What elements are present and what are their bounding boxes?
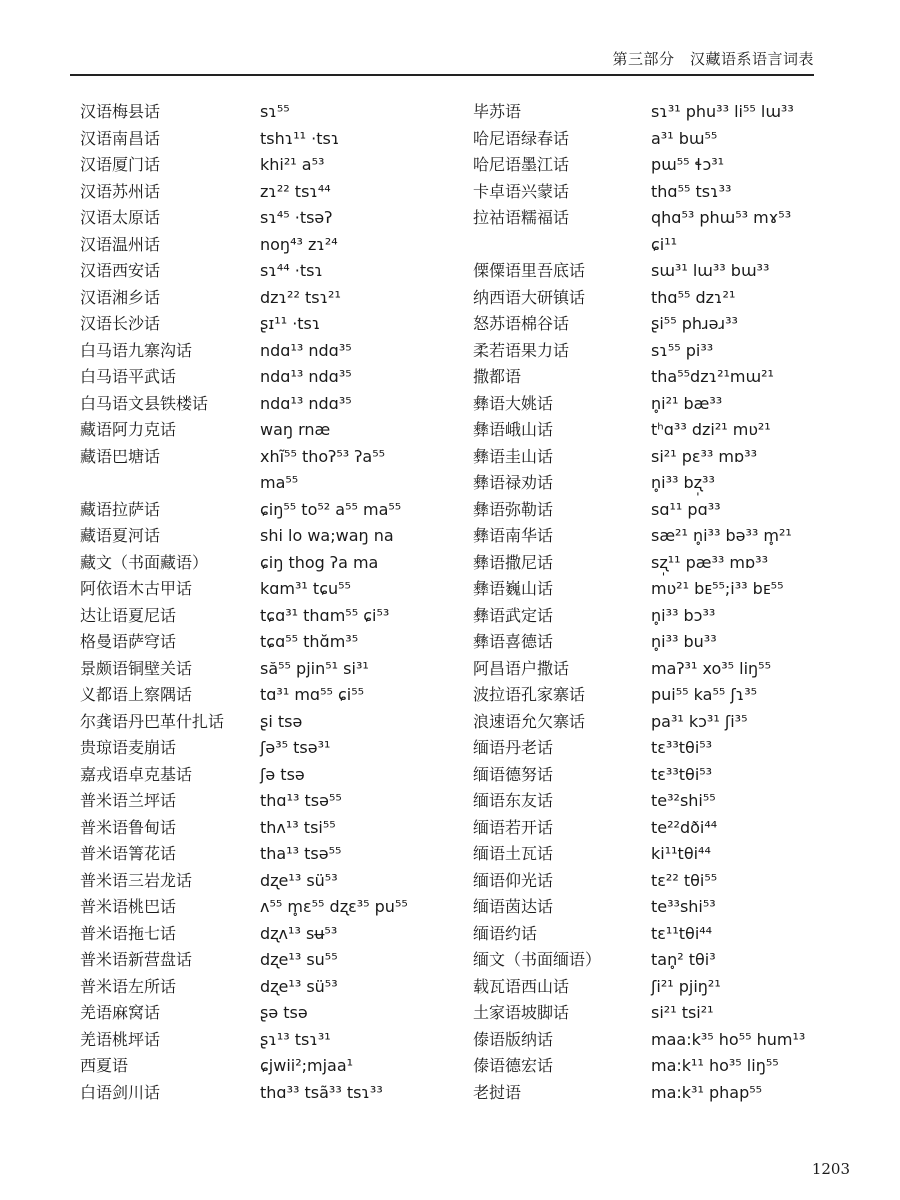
language-name: 嘉戎语卓克基话 — [80, 764, 193, 784]
language-name: 汉语太原话 — [80, 208, 161, 227]
word-form: mʋ²¹ bᴇ⁵⁵;i³³ bᴇ⁵⁵ — [651, 579, 784, 598]
word-form: pa³¹ kɔ³¹ ʃi³⁵ — [651, 711, 748, 731]
language-name: 缅语约话 — [473, 923, 538, 943]
word-form: thɑ⁵⁵ dzɿ²¹ — [651, 287, 736, 307]
word-form: thɑ¹³ tsə⁵⁵ — [260, 791, 342, 810]
language-name: 藏语拉萨话 — [80, 499, 161, 519]
language-name: 老挝语 — [473, 1082, 522, 1102]
word-form: dzɿ²² tsɿ²¹ — [260, 287, 341, 307]
word-form: ki¹¹tθi⁴⁴ — [651, 844, 711, 863]
word-form: să⁵⁵ pjin⁵¹ si³¹ — [260, 658, 369, 678]
language-name: 汉语温州话 — [80, 234, 161, 254]
language-name: 缅语若开话 — [473, 817, 554, 837]
language-name: 藏文（书面藏语） — [80, 552, 209, 572]
word-form: khi²¹ a⁵³ — [260, 155, 325, 174]
language-name: 波拉语孔家寨话 — [473, 685, 586, 704]
language-name: 白马语文县铁楼话 — [80, 393, 209, 413]
language-name: 缅文（书面缅语） — [473, 950, 602, 969]
word-form: ʃə tsə — [260, 764, 305, 784]
language-name: 缅语德努话 — [473, 764, 554, 784]
word-form: ɕjwii²;mjaa¹ — [260, 1056, 354, 1075]
word-form: n̥i³³ bɔ³³ — [651, 605, 716, 625]
word-form: si²¹ pɛ³³ mɒ³³ — [651, 446, 757, 466]
language-name: 彝语喜德话 — [473, 632, 554, 651]
language-name: 彝语武定话 — [473, 605, 554, 625]
language-name: 彝语圭山话 — [473, 446, 554, 466]
language-name: 普米语新营盘话 — [80, 950, 193, 969]
language-name: 彝语巍山话 — [473, 579, 554, 598]
word-form: ɕi¹¹ — [651, 234, 678, 254]
word-form: maʔ³¹ xo³⁵ liŋ⁵⁵ — [651, 658, 772, 678]
word-form: dʐe¹³ su⁵⁵ — [260, 950, 338, 969]
word-form: dʐʌ¹³ sʉ⁵³ — [260, 923, 338, 943]
word-form: ʂi tsə — [260, 711, 303, 731]
language-name: 汉语梅县话 — [80, 102, 161, 121]
language-name: 彝语撒尼话 — [473, 552, 554, 572]
word-form: sʐ̩¹¹ pæ³³ mɒ³³ — [651, 552, 768, 572]
language-name: 白语剑川话 — [80, 1082, 161, 1102]
header-title: 第三部分 汉藏语系语言词表 — [612, 50, 814, 68]
word-form: sɿ⁴⁵ ·tsəʔ — [260, 208, 333, 227]
word-form: qhɑ⁵³ phɯ⁵³ mɤ⁵³ — [651, 208, 792, 227]
language-name: 缅语土瓦话 — [473, 844, 554, 863]
word-form: sɯ³¹ lɯ³³ bɯ³³ — [651, 261, 770, 280]
word-form: tɕɑ³¹ thɑm⁵⁵ ɕi⁵³ — [260, 605, 390, 625]
language-name: 羌语桃坪话 — [80, 1029, 161, 1049]
language-name: 普米语拖七话 — [80, 923, 177, 943]
language-name: 阿昌语户撒话 — [473, 658, 570, 678]
language-name: 彝语南华话 — [473, 526, 554, 545]
language-name: 汉语南昌话 — [80, 128, 161, 148]
word-form: sɿ⁵⁵ — [260, 102, 290, 121]
language-name: 哈尼语绿春话 — [473, 128, 570, 148]
word-form: tɛ³³tθi⁵³ — [651, 738, 713, 757]
word-form: ɕiŋ thog ʔa ma — [260, 552, 379, 572]
word-form: thʌ¹³ tsi⁵⁵ — [260, 817, 336, 837]
word-form: sɿ³¹ phu³³ li⁵⁵ lɯ³³ — [651, 102, 794, 121]
word-form: dʐe¹³ sü⁵³ — [260, 870, 338, 890]
word-form: ʂi⁵⁵ phɹəɹ³³ — [651, 314, 738, 333]
word-form: thɑ⁵⁵ tsɿ³³ — [651, 181, 732, 201]
language-name: 阿依语木古甲话 — [80, 579, 193, 598]
language-name: 浪速语允欠寨话 — [473, 711, 586, 731]
word-form: n̥i³³ bʐ̩³³ — [651, 473, 715, 492]
language-name: 汉语湘乡话 — [80, 287, 161, 307]
language-name: 汉语苏州话 — [80, 181, 161, 201]
language-name: 柔若语果力话 — [473, 340, 570, 360]
language-name: 缅语东友话 — [473, 791, 554, 810]
word-form: zɿ²² tsɿ⁴⁴ — [260, 181, 331, 201]
language-name: 卡卓语兴蒙话 — [473, 181, 570, 201]
word-form: ma⁵⁵ — [260, 473, 299, 492]
language-name: 羌语麻窝话 — [80, 1003, 161, 1022]
word-form: ndɑ¹³ ndɑ³⁵ — [260, 367, 352, 386]
word-form: ʌ⁵⁵ m̥ɛ⁵⁵ dʐɛ³⁵ pu⁵⁵ — [260, 897, 408, 916]
language-name: 缅语茵达话 — [473, 897, 554, 916]
language-name: 彝语禄劝话 — [473, 473, 554, 492]
word-form: waŋ rnæ — [260, 420, 331, 439]
language-name: 白马语九寨沟话 — [80, 340, 193, 360]
language-name: 土家语坡脚话 — [473, 1003, 570, 1022]
language-name: 撒都语 — [473, 367, 522, 386]
language-name: 怒苏语棉谷话 — [473, 314, 570, 333]
language-name: 傣语德宏话 — [473, 1056, 554, 1075]
page-number: 1203 — [811, 1160, 850, 1178]
language-name: 毕苏语 — [473, 102, 522, 121]
word-form: ʃi²¹ pjiŋ²¹ — [651, 976, 721, 996]
language-name: 载瓦语西山话 — [473, 976, 570, 996]
language-name: 哈尼语墨江话 — [473, 155, 570, 174]
language-name: 藏语阿力克话 — [80, 420, 177, 439]
language-name: 西夏语 — [80, 1056, 129, 1075]
language-name: 普米语箐花话 — [80, 844, 177, 863]
word-form: n̥i²¹ bæ³³ — [651, 393, 723, 413]
language-name: 义都语上察隅话 — [80, 685, 193, 704]
word-form: tshɿ¹¹ ·tsɿ — [260, 128, 340, 148]
language-name: 彝语大姚话 — [473, 393, 554, 413]
word-form: ndɑ¹³ ndɑ³⁵ — [260, 340, 352, 360]
word-form: maa:k³⁵ ho⁵⁵ hum¹³ — [651, 1029, 806, 1049]
word-form: xhĩ⁵⁵ thoʔ⁵³ ʔa⁵⁵ — [260, 446, 386, 466]
word-form: tan̥² tθi³ — [651, 950, 716, 969]
language-name: 普米语左所话 — [80, 976, 177, 996]
word-form: ʂɿ¹³ tsɿ³¹ — [260, 1029, 331, 1049]
language-name: 尔龚语丹巴革什扎话 — [80, 711, 225, 731]
language-name: 汉语厦门话 — [80, 155, 161, 174]
word-form: noŋ⁴³ zɿ²⁴ — [260, 234, 338, 254]
word-form: ʂɪ¹¹ ·tsɿ — [260, 314, 321, 333]
language-name: 藏语巴塘话 — [80, 446, 161, 466]
word-form: pɯ⁵⁵ ɬɔ³¹ — [651, 155, 725, 174]
word-form: kɑm³¹ tɕu⁵⁵ — [260, 579, 351, 598]
language-name: 缅语丹老话 — [473, 738, 554, 757]
word-form: sɿ⁴⁴ ·tsɿ — [260, 261, 323, 280]
word-form: tɛ³³tθi⁵³ — [651, 764, 713, 784]
word-form: a³¹ bɯ⁵⁵ — [651, 128, 718, 148]
language-name: 贵琼语麦崩话 — [80, 738, 177, 757]
language-name: 普米语兰坪话 — [80, 791, 177, 810]
language-name: 白马语平武话 — [80, 367, 177, 386]
word-form: n̥i³³ bu³³ — [651, 632, 717, 651]
word-form: te³²shi⁵⁵ — [651, 791, 716, 810]
word-form: thɑ³³ tsã³³ tsɿ³³ — [260, 1082, 383, 1102]
language-name: 普米语桃巴话 — [80, 897, 177, 916]
word-form: sæ²¹ n̥i³³ bə³³ m̥²¹ — [651, 526, 792, 545]
word-form: sɿ⁵⁵ pi³³ — [651, 340, 714, 360]
word-form: tha¹³ tsə⁵⁵ — [260, 844, 342, 863]
word-form: ɕiŋ⁵⁵ to⁵² a⁵⁵ ma⁵⁵ — [260, 499, 402, 519]
word-form: sɑ¹¹ pɑ³³ — [651, 499, 721, 519]
language-name: 傣语版纳话 — [473, 1029, 554, 1049]
word-form: tɛ²² tθi⁵⁵ — [651, 870, 718, 890]
language-name: 普米语鲁甸话 — [80, 817, 177, 837]
language-name: 普米语三岩龙话 — [80, 870, 193, 890]
language-name: 汉语长沙话 — [80, 314, 161, 333]
word-form: ma:k³¹ phap⁵⁵ — [651, 1082, 763, 1102]
word-form: ma:k¹¹ ho³⁵ liŋ⁵⁵ — [651, 1056, 779, 1075]
word-form: si²¹ tsi²¹ — [651, 1003, 714, 1022]
language-name: 傈僳语里吾底话 — [473, 261, 586, 280]
language-name: 达让语夏尼话 — [80, 605, 177, 625]
word-form: tʰɑ³³ dzi²¹ mʋ²¹ — [651, 420, 771, 439]
word-form: shi lo wa;waŋ na — [260, 526, 394, 545]
running-header — [70, 46, 814, 76]
language-name: 格曼语萨穹话 — [80, 632, 177, 651]
language-name: 纳西语大研镇话 — [473, 287, 586, 307]
word-form: tɛ¹¹tθi⁴⁴ — [651, 923, 713, 943]
word-form: tɕɑ⁵⁵ thɑ̆m³⁵ — [260, 632, 359, 651]
language-name: 彝语峨山话 — [473, 420, 554, 439]
word-form: ʂə tsə — [260, 1003, 308, 1022]
language-name: 景颇语铜壁关话 — [80, 658, 193, 678]
language-name: 藏语夏河话 — [80, 526, 161, 545]
word-form: ndɑ¹³ ndɑ³⁵ — [260, 393, 352, 413]
word-form: te²²dði⁴⁴ — [651, 817, 718, 837]
word-form: tɑ³¹ mɑ⁵⁵ ɕi⁵⁵ — [260, 685, 365, 704]
language-name: 汉语西安话 — [80, 261, 161, 280]
language-name: 拉祜语糯福话 — [473, 208, 570, 227]
word-form: pui⁵⁵ ka⁵⁵ ʃɿ³⁵ — [651, 685, 758, 704]
word-form: dʐe¹³ sü⁵³ — [260, 976, 338, 996]
word-form: tha⁵⁵dzɿ²¹mɯ²¹ — [651, 367, 774, 386]
word-form: ʃə³⁵ tsə³¹ — [260, 738, 331, 757]
language-name: 彝语弥勒话 — [473, 499, 554, 519]
language-name: 缅语仰光话 — [473, 870, 554, 890]
word-form: te³³shi⁵³ — [651, 897, 716, 916]
